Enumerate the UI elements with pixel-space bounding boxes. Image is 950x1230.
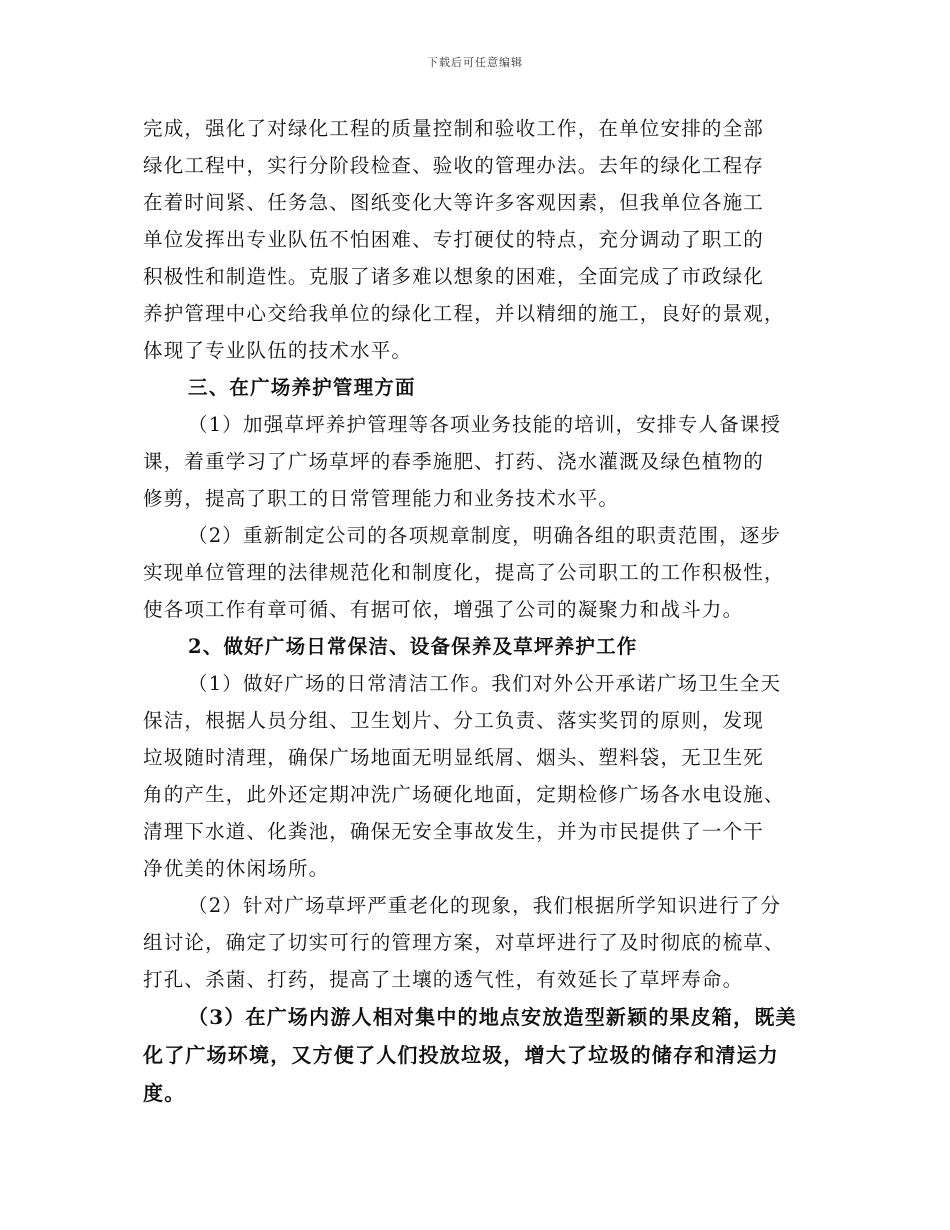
body-line: 在着时间紧、任务急、图纸变化大等许多客观因素，但我单位各施工 xyxy=(143,191,765,214)
body-line: 保洁，根据人员分组、卫生划片、分工负责、落实奖罚的原则，发现 xyxy=(143,709,765,732)
body-line: 组讨论，确定了切实可行的管理方案，对草坪进行了及时彻底的梳草、 xyxy=(143,931,785,954)
body-line: 单位发挥出专业队伍不怕困难、专打硬仗的特点，充分调动了职工的 xyxy=(143,228,765,251)
body-line: 积极性和制造性。克服了诸多难以想象的困难，全面完成了市政绿化 xyxy=(143,265,765,288)
section-heading: 三、在广场养护管理方面 xyxy=(188,376,416,399)
body-line: 修剪，提高了职工的日常管理能力和业务技术水平。 xyxy=(143,487,620,510)
body-line: （1）加强草坪养护管理等各项业务技能的培训，安排专人备课授 xyxy=(188,413,782,436)
body-line: 清理下水道、化粪池，确保无安全事故发生，并为市民提供了一个干 xyxy=(143,820,765,843)
bold-paragraph-line: （3）在广场内游人相对集中的地点安放造型新颖的果皮箱，既美 xyxy=(188,1005,797,1029)
body-line: 垃圾随时清理，确保广场地面无明显纸屑、烟头、塑料袋，无卫生死 xyxy=(143,746,765,769)
body-line: 体现了专业队伍的技术水平。 xyxy=(143,339,413,362)
page-header: 下载后可任意编辑 xyxy=(427,56,523,69)
body-line: 角的产生，此外还定期冲洗广场硬化地面，定期检修广场各水电设施、 xyxy=(143,783,785,806)
bold-paragraph-line: 度。 xyxy=(143,1081,186,1105)
bold-paragraph-line: 化了广场环境，又方便了人们投放垃圾，增大了垃圾的储存和清运力 xyxy=(143,1043,779,1067)
body-line: 打孔、杀菌、打药，提高了土壤的透气性，有效延长了草坪寿命。 xyxy=(143,968,744,991)
body-line: 净优美的休闲场所。 xyxy=(143,857,330,880)
body-line: 使各项工作有章可循、有据可依，增强了公司的凝聚力和战斗力。 xyxy=(143,598,744,621)
body-line: 完成，强化了对绿化工程的质量控制和验收工作，在单位安排的全部 xyxy=(143,117,765,140)
body-line: 课，着重学习了广场草坪的春季施肥、打药、浇水灌溉及绿色植物的 xyxy=(143,450,765,473)
body-line: （2）重新制定公司的各项规章制度，明确各组的职责范围，逐步 xyxy=(188,524,782,547)
body-line: （1）做好广场的日常清洁工作。我们对外公开承诺广场卫生全天 xyxy=(188,672,782,695)
body-line: 实现单位管理的法律规范化和制度化，提高了公司职工的工作积极性， xyxy=(143,561,785,584)
section-heading: 2、做好广场日常保洁、设备保养及草坪养护工作 xyxy=(188,635,638,658)
body-line: 绿化工程中，实行分阶段检查、验收的管理办法。去年的绿化工程存 xyxy=(143,154,765,177)
body-line: （2）针对广场草坪严重老化的现象，我们根据所学知识进行了分 xyxy=(188,894,782,917)
document-body xyxy=(143,110,823,1112)
body-line: 养护管理中心交给我单位的绿化工程，并以精细的施工，良好的景观， xyxy=(143,302,785,325)
